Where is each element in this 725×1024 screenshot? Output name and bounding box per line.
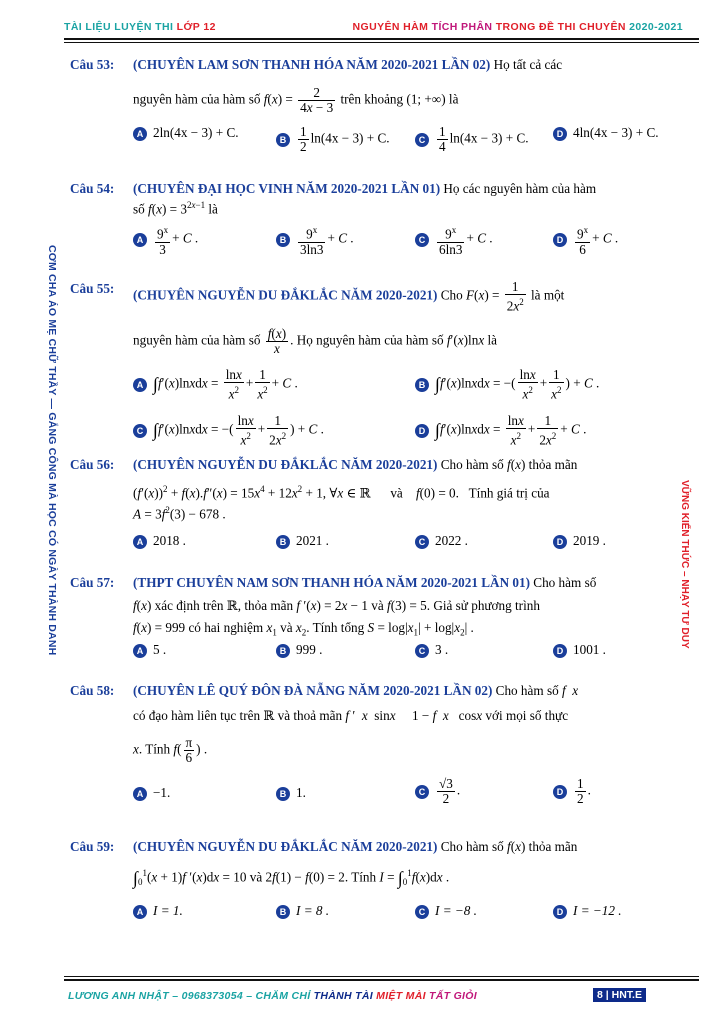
option-a-badge: A: [133, 127, 147, 141]
question-54: Câu 54: (CHUYÊN ĐẠI HỌC VINH NĂM 2020-2021 LẦN 01) Họ các nguyên hàm của hàm số $f(x) = 3^{2x-1}$ là A $\frac{9^x}{3}$ + C . B $\frac{9^x}{3\ln 3}$ + C . C $\frac{9^x}{6\ln 3}$ + C . D $\frac{9^x}{6}$ + C .: [70, 181, 619, 257]
option-c-badge: C: [415, 133, 429, 147]
footer-rule-thin: [64, 976, 699, 977]
question-55: Câu 55: (CHUYÊN NGUYỄN DU ĐẮKLẮC NĂM 2020-2021) Cho F(x) = $\frac{1}{2x^2}$ là một nguyên hàm của hàm số $\frac{f(x)}{x}$ . Họ nguyên hàm của hàm số f′(x)lnx là A ∫f′(x)lnxdx = $\frac{\ln x}{x^2}$ + $\frac{1}{x^2}$ + C . B ∫f′(x)lnxdx = −( $\frac{\ln x}{x^2}$ + $\frac{1}{x^2}$ ) + C . C ∫f′(x)lnxdx = −( $\frac{\ln x}{x^2}$ + $\frac{1}{2x^2}$ ) + C . D ∫f′(x)lnxdx = $\frac{\ln x}{x^2}$ + $\frac{1}{2x^2}$ + C .: [70, 279, 600, 448]
header-rule: [64, 38, 699, 40]
question-53: Câu 53: (CHUYÊN LAM SƠN THANH HÓA NĂM 2020-2021 LẦN 02) Họ tất cả các nguyên hàm của hàm số f(x) = $\frac{2}{4x - 3}$ trên khoảng (1; +∞) là A 2ln(4x − 3) + C. B $\frac{1}{2}$ ln(4x − 3) + C. C $\frac{1}{4}$ ln(4x − 3) + C. D 4ln(4x − 3) + C.: [70, 57, 659, 154]
question-59: Câu 59: (CHUYÊN NGUYỄN DU ĐẮKLẮC NĂM 2020-2021) Cho hàm số f(x) thỏa mãn $\int_0^1(x + 1)f$ ′(x)dx = 10 và 2f(1) − f(0) = 2. Tính $I = \int_0^1f(x)dx$ . A I = 1. B I = 8 . C I = −8 . D I = −12 .: [70, 839, 622, 918]
header-right: NGUYÊN HÀM TÍCH PHÂN TRONG ĐỀ THI CHUYÊN 2020-2021: [352, 21, 683, 33]
question-56: Câu 56: (CHUYÊN NGUYỄN DU ĐẮKLẮC NĂM 2020-2021) Cho hàm số f(x) thỏa mãn $(f'(x))^2 + f(x).f''(x) = 15x^4 + 12x^2 + 1$, ∀x ∈ ℝ và f(0) = 0. Tính giá trị của $A = 3f^2(3) - 678$ . A 2018 . B 2021 . C 2022 . D 2019 .: [70, 457, 606, 548]
question-58: Câu 58: (CHUYÊN LÊ QUÝ ĐÔN ĐÀ NẴNG NĂM 2020-2021 LẦN 02) Cho hàm số f x có đạo hàm liên tục trên ℝ và thoả mãn f ′ x sinx 1 − f x cosx với mọi số thực x. Tính f( $\frac{\pi}{6}$ ) . A −1. B 1. C $\frac{√3}{2}$ . D $\frac{1}{2}$ .: [70, 683, 591, 806]
header-left: TÀI LIỆU LUYỆN THI LỚP 12: [64, 21, 216, 33]
page-number: 8 | HNT.E: [593, 988, 646, 1002]
right-side-slogan: VỮNG KIẾN THỨC – NHẠY TƯ DUY: [679, 480, 690, 649]
footer-rule: [64, 979, 699, 981]
left-side-slogan: CƠM CHA ÁO MẸ CHỮ THẦY — GẮNG CÔNG MÀ HỌC CÓ NGÀY THÀNH DANH: [46, 245, 58, 656]
page-header: [64, 18, 701, 36]
option-b-badge: B: [276, 133, 290, 147]
question-57: Câu 57: (THPT CHUYÊN NAM SƠN THANH HÓA NĂM 2020-2021 LẦN 01) Cho hàm số f(x) xác định trên ℝ, thỏa mãn f ′(x) = 2x − 1 và f(3) = 5. Giả sử phương trình f(x) = 999 có hai nghiệm $x_1$ và $x_2$. Tính tổng $S = \log|x_1| + \log|x_2|$ . A 5 . B 999 . C 3 . D 1001 .: [70, 575, 606, 657]
header-rule-thin: [64, 42, 699, 43]
page-footer: LƯƠNG ANH NHẬT – 0968373054 – CHĂM CHỈ THÀNH TÀI MIỆT MÀI TẤT GIỎI: [68, 990, 477, 1002]
option-d-badge: D: [553, 127, 567, 141]
